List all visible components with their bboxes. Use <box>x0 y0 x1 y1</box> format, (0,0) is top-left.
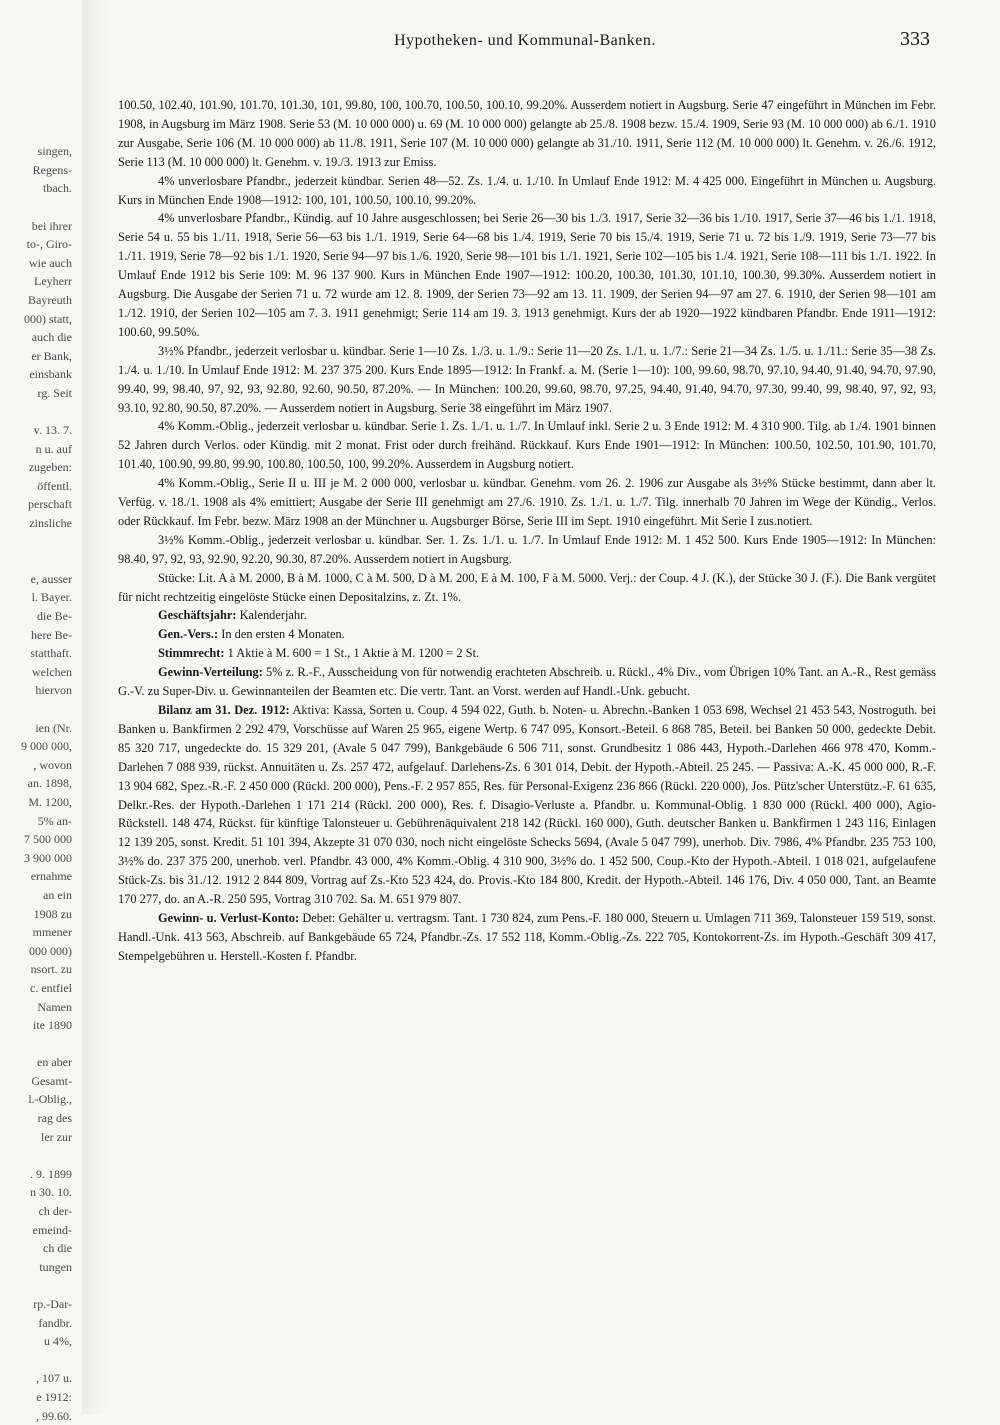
gutter-line: here Be- <box>31 627 72 642</box>
paragraph <box>118 474 936 531</box>
gutter-line: ien (Nr. <box>35 720 72 735</box>
gutter-line: l.-Oblig., <box>28 1092 72 1107</box>
gutter-line: c. entfiel <box>30 980 72 995</box>
gutter-line: to-, Giro- <box>26 237 72 252</box>
gutter-line: 3 900 000 <box>24 850 72 865</box>
gutter-line: statthaft. <box>30 646 72 661</box>
gutter-line: e, ausser <box>30 571 72 586</box>
gutter-line: 7 500 000 <box>24 832 72 847</box>
gutter-line: Gesamt- <box>31 1073 72 1088</box>
paragraph-text: 4% Komm.-Oblig., Serie II u. III je M. 2 000 000, verlosbar u. kündbar. Genehm. vom 26. 2. 1906 zur Ausgabe als 3½% Stücke bestimmt, dann aber lt. Verfüg. v. 18./1. 1908 als 4% emittiert; Ausgabe der Serie III genehmigt am 27./6. 1910. Zs. 1./1. u. 1./7. Tilg. innerhalb 70 Jahren im Wege der Kündig., Verlos. oder Rückkauf. Im Febr. bezw. März 1908 an der Münchner u. Augsburger Börse, Serie III im Sept. 1910 eingeführt. Mit Serie I zus.notiert. <box>118 476 936 528</box>
gutter-line: nsort. zu <box>30 962 72 977</box>
gutter-line: n u. auf <box>35 441 72 456</box>
paragraph <box>118 531 936 569</box>
gutter-line: an. 1898, <box>27 776 72 791</box>
gutter-line <box>0 1146 72 1165</box>
paragraph <box>118 342 936 418</box>
gutter-line: , 107 u. <box>36 1371 72 1386</box>
paragraph-text: 3½% Komm.-Oblig., jederzeit verlosbar u. kündbar. Ser. 1. Zs. 1./1. u. 1./7. In Umlauf Ende 1912: M. 1 452 500. Kurs Ende 1905—1912: In München: 98.40, 97, 92, 93, 92.90, 92.20, 90.30, 87.20%. Ausserdem notiert in Augsburg. <box>118 532 936 566</box>
paragraph-text: 100.50, 102.40, 101.90, 101.70, 101.30, 101, 99.80, 100, 100.70, 100.50, 100.10, 99.20%. Ausserdem notiert in Augsburg. Serie 47 eingeführt in München im Febr. 1908, in Augsburg im März 1908. Serie 53 (M. 10 000 000) u. 69 (M. 10 000 000) gelangte ab 25./8. 1908 bezw. 15./4. 1909, Serie 93 (M. 10 000 000) ab 6./1. 1910 zur Ausgabe, Serie 106 (M. 10 000 000) ab 11./8. 1911, Serie 107 (M. 10 000 000) gelangte ab 31./10. 1911, Serie 112 (M. 10 000 000) lt. Genehm. v. 26./6. 1912, Serie 113 (M. 10 000 000) lt. Genehm. v. 19./3. 1913 zur Emiss. <box>118 98 936 169</box>
gutter-line: Leyherr <box>34 274 72 289</box>
gutter-line: ler zur <box>41 1129 72 1144</box>
gutter-line: Namen <box>37 999 72 1014</box>
gutter-line: welchen <box>32 664 72 679</box>
gutter-line <box>0 198 72 217</box>
paragraph-text: Stücke: Lit. A à M. 2000, B à M. 1000, C à M. 500, D à M. 200, E à M. 100, F à M. 5000. Verj.: der Coup. 4 J. (K.), der Stücke 30 J. (F.). Die Bank vergütet für nicht rechtzeitig eingelöste Stücke einen Depositalzins, z. Zt. 1%. <box>118 570 936 604</box>
gutter-line: öffentl. <box>37 478 72 493</box>
paragraph-text: 4% unverlosbare Pfandbr., jederzeit kündbar. Serien 48—52. Zs. 1./4. u. 1./10. In Umlauf Ende 1912: M. 4 425 000. Eingeführt in München u. Augsburg. Kurs in München Ende 1908—1912: 100, 101, 100.50, 100.10, 99.20%. <box>118 173 936 207</box>
paragraph <box>118 663 936 701</box>
gutter-line <box>0 105 72 124</box>
gutter-line: v. 13. 7. <box>33 423 72 438</box>
gutter-line <box>0 403 72 422</box>
gutter-line: zugeben: <box>28 460 72 475</box>
gutter-line: ch der- <box>38 1204 72 1219</box>
gutter-line: einsbank <box>29 367 72 382</box>
gutter-line: an ein <box>43 887 72 902</box>
gutter-line: 5% an- <box>37 813 72 828</box>
gutter-line: Bayreuth <box>28 292 72 307</box>
gutter-line <box>0 124 72 143</box>
paragraph <box>118 209 936 341</box>
gutter-line: , wovon <box>33 757 72 772</box>
paragraph <box>118 417 936 474</box>
gutter-line: ite 1890 <box>33 1018 72 1033</box>
paragraph <box>118 172 936 210</box>
gutter-line: 1908 zu <box>33 906 72 921</box>
gutter-line: tungen <box>39 1259 72 1274</box>
gutter-line: en aber <box>37 1055 72 1070</box>
gutter-line: , 99.60. <box>36 1408 72 1423</box>
paragraph <box>118 625 936 644</box>
gutter-line: n 30. 10. <box>30 1185 72 1200</box>
gutter-line: 000) statt, <box>24 311 72 326</box>
section-label: Gen.-Vers.: <box>158 627 219 642</box>
gutter-line: emeind- <box>32 1222 72 1237</box>
paragraph <box>118 644 936 663</box>
gutter-line <box>0 533 72 552</box>
section-label: Gewinn- u. Verlust-Konto: <box>158 910 300 925</box>
gutter-line: bei ihrer <box>31 218 72 233</box>
gutter-line: zinsliche <box>29 516 72 531</box>
section-label: Geschäftsjahr: <box>158 608 237 623</box>
book-spine-shadow <box>82 0 108 1414</box>
gutter-line: l. Bayer. <box>31 590 72 605</box>
gutter-line <box>0 700 72 719</box>
page-number: 333 <box>900 28 930 50</box>
gutter-line: mmener <box>32 925 72 940</box>
gutter-line: 9 000 000, <box>21 739 72 754</box>
paragraph <box>118 606 936 625</box>
gutter-line: e 1912: <box>36 1389 72 1404</box>
section-label: Bilanz am 31. Dez. 1912: <box>158 703 290 717</box>
gutter-line: . 9. 1899 <box>30 1166 72 1181</box>
gutter-line: rag des <box>37 1111 72 1126</box>
running-title: Hypotheken- und Kommunal-Banken. <box>394 32 656 49</box>
page-body <box>118 96 936 966</box>
paragraph-text: In den ersten 4 Monaten. <box>221 627 345 642</box>
paragraph-text: 5% z. R.-F., Ausscheidung von für notwendig erachteten Abschreib. u. Rückl., 4% Div., vom Übrigen 10% Tant. an A.-R., Rest gemäss G.-V. zu Super-Div. u. Gewinnanteilen der Beamten etc. Die vertr. Tant. an Vorst. werden auf Handl.-Unk. gebucht. <box>118 665 936 699</box>
gutter-line: perschaft <box>28 497 72 512</box>
paragraph <box>118 701 936 909</box>
gutter-line: er Bank, <box>31 348 72 363</box>
paragraph-text: 1 Aktie à M. 600 = 1 St., 1 Aktie à M. 1200 = 2 St. <box>227 646 480 661</box>
gutter-line <box>0 1035 72 1054</box>
paragraph-text: 4% Komm.-Oblig., jederzeit verlosbar u. kündbar. Serie 1. Zs. 1./1. u. 1./7. In Umlauf inkl. Serie 2 u. 3 Ende 1912: M. 4 310 900. Tilg. ab 1./4. 1901 binnen 52 Jahren durch Verlos. oder Kündig. mit 2 monat. Frist oder durch freihänd. Rückkauf. Kurs Ende 1901—1912: In München: 100.50, 102.50, 101.90, 101.70, 101.40, 100.90, 99.80, 99.90, 100.80, 100.50, 100, 99.20%. Ausserdem in Augsburg notiert. <box>118 419 936 472</box>
paragraph-text: Debet: Gehälter u. vertragsm. Tant. 1 730 824, zum Pens.-F. 180 000, Steuern u. Umlagen 711 369, Talonsteuer 159 519, sonst. Handl.-Unk. 413 563, Abschreib. auf Bankgebäude 65 724, Pfandbr.-Zs. 17 552 118, Komm.-Oblig.-Zs. 222 705, Kontokorrent-Zs. im Hypoth.-Geschäft 309 417, Stempelgebühren u. Herstell.-Kosten f. Pfandbr. <box>118 910 936 963</box>
gutter-line: die Be- <box>37 609 72 624</box>
gutter-line: singen, <box>37 144 72 159</box>
gutter-line: wie auch <box>29 255 72 270</box>
running-header <box>120 28 930 54</box>
gutter-line: ernahme <box>30 869 72 884</box>
section-label: Gewinn-Verteilung: <box>158 665 263 680</box>
gutter-line: auch die <box>31 330 72 345</box>
paragraph <box>118 96 936 172</box>
gutter-line: rg. Seit <box>37 385 72 400</box>
gutter-line: ch die <box>43 1241 72 1256</box>
gutter-line <box>0 551 72 570</box>
paragraph-text: 3½% Pfandbr., jederzeit verlosbar u. kündbar. Serie 1—10 Zs. 1./3. u. 1./9.: Serie 11—20 Zs. 1./1. u. 1./7.: Serie 21—34 Zs. 1./5. u. 1./11.: Serie 35—38 Zs. 1./4. u. 1./10. In Umlauf Ende 1912: M. 237 375 200. Kurs Ende 1895—1912: In Frankf. a. M. (Serie 1—10): 100, 99.60, 98.70, 97.10, 94.40, 91.40, 94.70, 97.90, 99.40, 99, 98.40, 97, 92, 93, 92.80, 92.60, 90.50, 87.20%. — In München: 100.20, 99.60, 98.70, 97.25, 94.40, 91.40, 94.70, 97.30, 99.40, 99, 98.40, 97, 92, 93, 93.10, 92.80, 90.50, 87.20%. — Ausserdem notiert in Augsburg. Serie 38 eingeführt im März 1907. <box>118 343 936 415</box>
paragraph-text: Kalenderjahr. <box>239 608 307 623</box>
gutter-line: tbach. <box>43 181 72 196</box>
gutter-line: u 4%, <box>44 1334 72 1349</box>
adjacent-page-fragment <box>0 105 72 1425</box>
paragraph <box>118 909 936 966</box>
gutter-line: fandbr. <box>38 1315 72 1330</box>
gutter-line: rp.-Dar- <box>33 1297 72 1311</box>
gutter-line <box>0 1276 72 1295</box>
paragraph <box>118 569 936 607</box>
gutter-line: Regens- <box>32 162 72 177</box>
gutter-line: hiervon <box>35 683 72 698</box>
gutter-line: 000 000) <box>29 943 72 958</box>
gutter-line: M. 1200, <box>28 794 72 809</box>
paragraph-text: Aktiva: Kassa, Sorten u. Coup. 4 594 022, Guth. b. Noten- u. Abrechn.-Banken 1 053 698, Wechsel 21 453 543, Nostroguth. bei Banken u. Bankfirmen 2 292 479, Vorschüsse auf Waren 25 965, eigene Wertp. 6 747 095, Konsort.-Beteil. 6 868 785, Beteil. bei Banken 50 000, gedeckte Debit. 85 320 717, ungedeckte do. 15 329 201, (Avale 5 047 799), Bankgebäude 6 506 711, sonst. Grundbesitz 1 086 443, Hypoth.-Darlehen 466 978 470, Komm.-Darlehen 7 088 939, rückst. Annuitäten u. Zs. 257 472, aufgelauf. Darlehens-Zs. 6 301 014, Debit. der Hypoth.-Abteil. 25 245. — Passiva: A.-K. 45 000 000, R.-F. 13 904 682, Spez.-R.-F. 2 450 000 (Rückl. 200 000), Pens.-F. 2 957 855, Res. für Personal-Exigenz 236 866 (Rückl. 220 000), Jos. Pütz'scher Unterstütz.-F. 61 635, Delkr.-Res. der Hypoth.-Darlehen 1 171 214 (Rückl. 200 000), Res. f. Disagio-Verluste a. Pfandbr. u. Kommunal-Oblig. 1 830 000 (Rückl. 400 000), Agio-Rückstell. 148 474, Rückst. für künftige Talonsteuer u. Gebührenäquivalent 218 142 (Rückl. 160 000), Guth. deutscher Banken u. Bankfirmen 1 243 116, Einlagen 12 139 205, sonst. Kredit. 51 101 394, Akzepte 31 070 030, noch nicht eingelöste Schecks 5694, (Avale 5 047 799), unerhob. Div. 7986, 4% Pfandbr. 235 753 100, 3½% do. 237 375 200, unerhob. verl. Pfandbr. 43 000, 4% Komm.-Oblig. 4 310 900, 3½% do. 1 452 500, Coup.-Kto der Hypoth.-Abteil. 1 018 021, aufgelaufene Stück-Zs. bis 31./12. 1912 2 844 809, Vortrag auf Zs.-Kto 523 424, do. Provis.-Kto 184 800, Kredit. der Hypoth.-Abteil. 146 176, Div. 4 050 000, Tant. an Beamte 170 277, do. an A.-R. 250 595, Vortrag 310 702. Sa. M. 651 979 807. <box>118 703 937 907</box>
section-label: Stimmrecht: <box>158 646 225 661</box>
gutter-line <box>0 1351 72 1370</box>
paragraph-text: 4% unverlosbare Pfandbr., Kündig. auf 10 Jahre ausgeschlossen; bei Serie 26—30 bis 1./3. 1917, Serie 32—36 bis 1./10. 1917, Serie 37—46 bis 1./1. 1918, Serie 54 u. 55 bis 1./11. 1918, Serie 56—63 bis 1./1. 1919, Serie 64—68 bis 1./4. 1919, Serie 70 bis 15./4. 1919, Serie 71 u. 72 bis 1./9. 1919, Serie 73—77 bis 1./11. 1919, Serie 78—92 bis 1./1. 1920, Serie 94—97 bis 1./6. 1920, Serie 98—101 bis 1./1. 1921, Serie 102—105 bis 1./4. 1921, Serie 108—111 bis 1./1. 1922. In Umlauf Ende 1912 bis Serie 109: M. 96 137 900. Kurs in München Ende 1907—1912: 100.20, 100.30, 101.30, 101.10, 100.30, 99.30%. Ausserdem notiert in Augsburg. Die Ausgabe der Serien 71 u. 72 wurde am 12. 8. 1909, der Serien 73—92 am 13. 11. 1909, der Serien 94—97 am 27. 6. 1910, der Serien 98—101 am 1./12. 1910, der Serien 102—105 am 7. 3. 1911 genehmigt; Serie 114 am 19. 3. 1913 genehmigt. Kurs der ab 1920—1922 kündbaren Pfandbr. Ende 1911—1912: 100.60, 99.50%. <box>118 211 936 339</box>
